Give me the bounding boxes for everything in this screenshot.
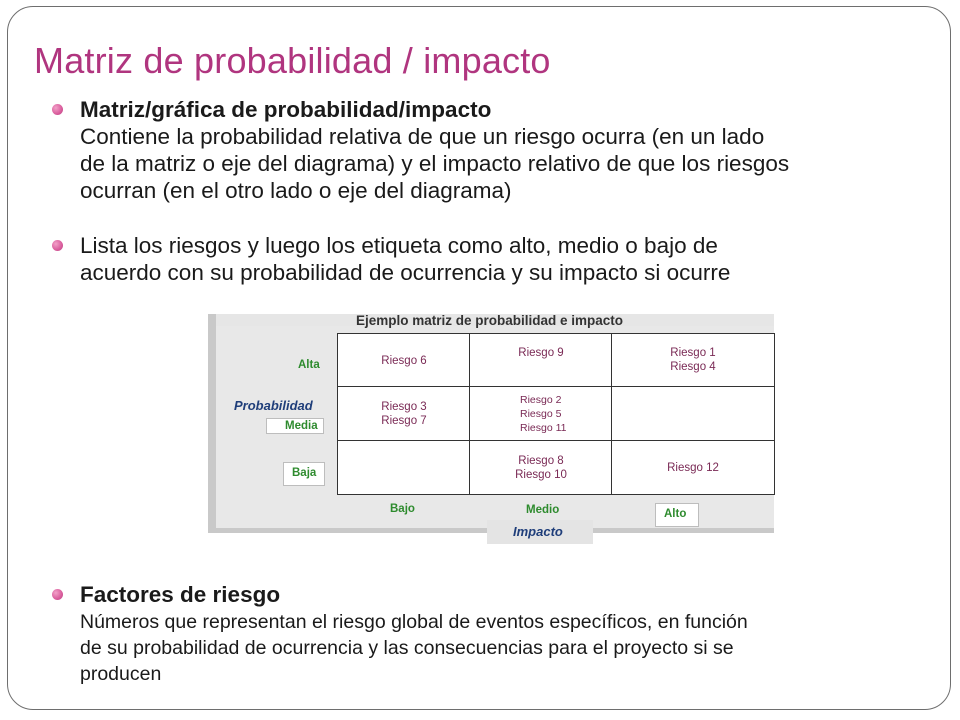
- bullet-3-heading: Factores de riesgo: [80, 582, 281, 607]
- col-label-medio: Medio: [526, 504, 560, 516]
- bullet-3-line-1: Números que representan el riesgo global de eventos específicos, en función: [80, 611, 748, 633]
- col-label-alto: Alto: [664, 508, 687, 520]
- matrix-cell-alta-bajo: [337, 333, 471, 388]
- bullet-2-line-1: Lista los riesgos y luego los etiqueta como alto, medio o bajo de: [80, 233, 718, 258]
- matrix-cell-media-medio: [469, 386, 613, 442]
- risk-label: Riesgo 9: [518, 347, 564, 359]
- matrix-cell-baja-alto: [611, 440, 775, 495]
- bullet-icon: [52, 104, 63, 115]
- bullet-3-line-2: de su probabilidad de ocurrencia y las consecuencias para el proyecto si se: [80, 637, 734, 659]
- bullet-2-line-2: acuerdo con su probabilidad de ocurrencia y su impacto si ocurre: [80, 260, 731, 285]
- bullet-1-line-3: ocurran (en el otro lado o eje del diagrama): [80, 178, 512, 203]
- risk-label: Riesgo 7: [381, 415, 427, 427]
- matrix-cell-baja-bajo: [337, 440, 471, 495]
- matrix-cell-baja-medio: [469, 440, 613, 495]
- bullet-1-line-2: de la matriz o eje del diagrama) y el impacto relativo de que los riesgos: [80, 151, 790, 176]
- risk-label: Riesgo 12: [667, 461, 719, 474]
- bullet-3: [80, 581, 280, 608]
- row-label-baja: Baja: [292, 467, 317, 479]
- matrix-title: Ejemplo matriz de probabilidad e impacto: [356, 313, 624, 328]
- bullet-3-line-3: producen: [80, 663, 162, 685]
- risk-label: Riesgo 10: [515, 468, 567, 481]
- slide-title: Matriz de probabilidad / impacto: [34, 40, 551, 81]
- risk-label: Riesgo 8: [518, 454, 564, 467]
- row-label-media: Media: [285, 420, 318, 432]
- matrix-cell-media-bajo: [337, 386, 471, 442]
- bullet-icon: [52, 589, 63, 600]
- risk-label: Riesgo 4: [670, 361, 716, 373]
- bullet-3-body: [80, 609, 748, 687]
- matrix-cell-alta-medio: [469, 333, 613, 388]
- risk-label: Riesgo 11: [520, 422, 567, 434]
- bullet-1-line-1: Contiene la probabilidad relativa de que un riesgo ocurra (en un lado: [80, 124, 765, 149]
- risk-label: Riesgo 2: [520, 394, 562, 406]
- bullet-1-heading: Matriz/gráfica de probabilidad/impacto: [80, 97, 492, 122]
- risk-label: Riesgo 1: [670, 347, 716, 359]
- risk-label: Riesgo 5: [520, 408, 562, 420]
- matrix-cell-media-alto: [611, 386, 775, 442]
- y-axis-label: Probabilidad: [234, 398, 313, 413]
- risk-label: Riesgo 3: [381, 401, 427, 413]
- bullet-icon: [52, 240, 63, 251]
- bullet-1: [80, 96, 789, 204]
- x-axis-label: Impacto: [513, 524, 563, 539]
- bullet-2: [80, 232, 730, 286]
- col-label-bajo: Bajo: [390, 503, 415, 515]
- matrix-cell-alta-alto: [611, 333, 775, 388]
- risk-label: Riesgo 6: [381, 354, 427, 367]
- row-label-alta: Alta: [298, 359, 320, 371]
